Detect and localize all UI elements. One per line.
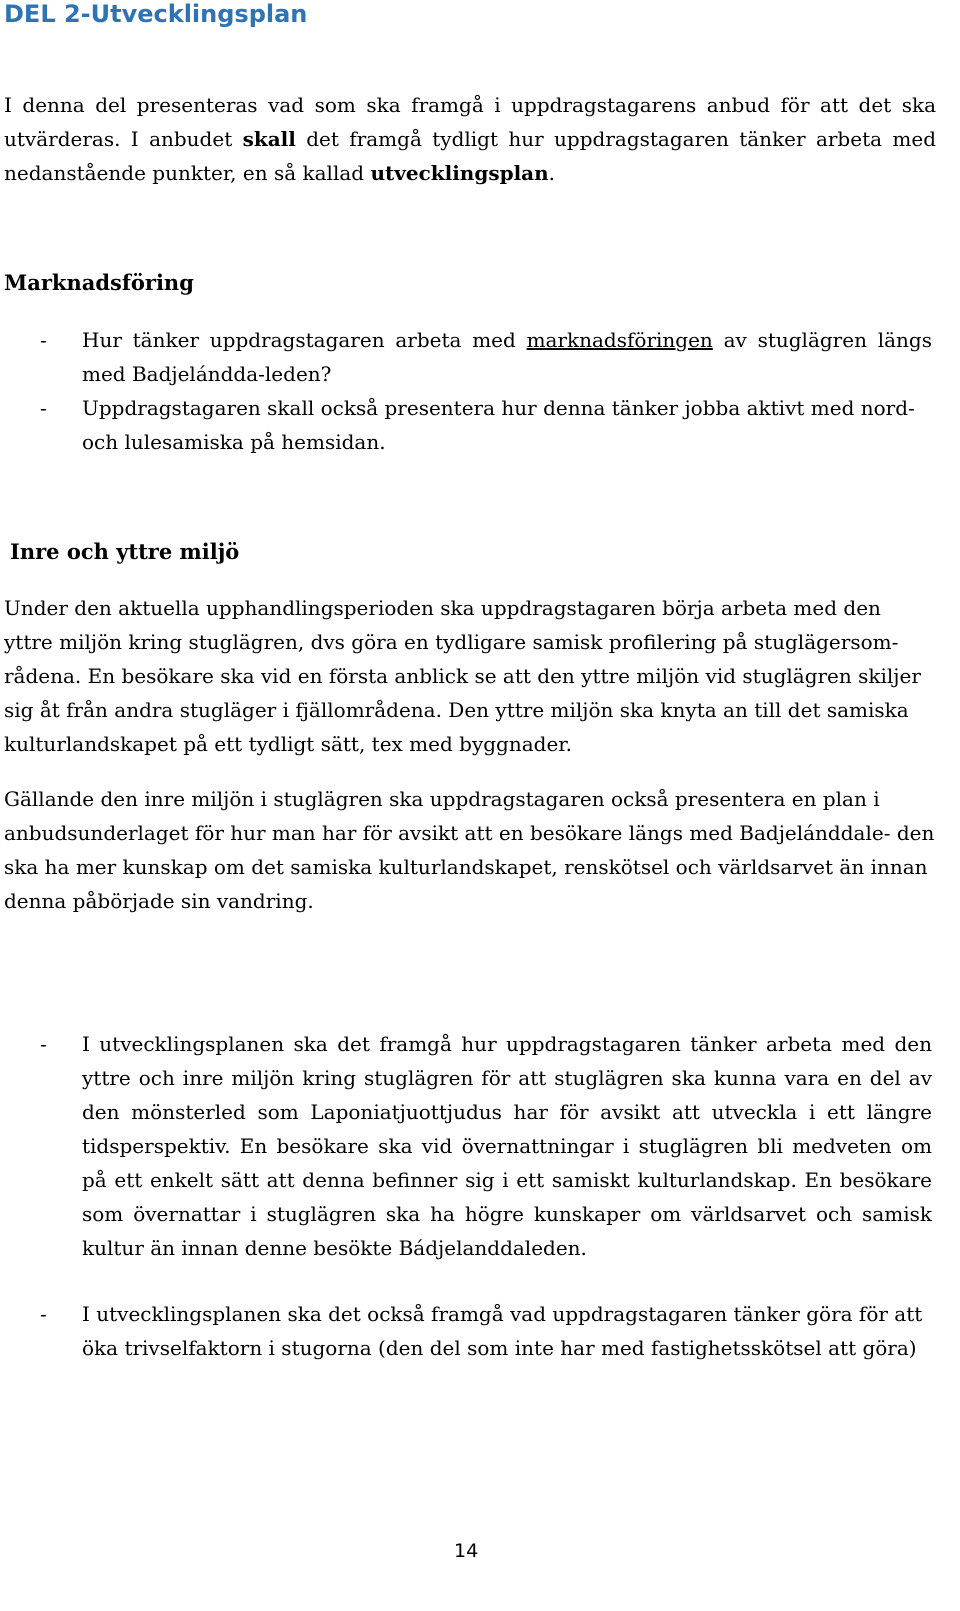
bullet-marknadsforing-2 xyxy=(0,391,936,459)
miljo-paragraph-2: Gällande den inre miljön i stuglägren ska uppdragstagaren också presentera en plan i anbudsunderlaget för hur man har för avsikt att en besökare längs med Badjelánddale- den ska ha mer kunskap om det samiska kulturlandskapet, renskötsel och världsarvet än innan denna påbörjade sin vandring. xyxy=(4,787,935,913)
section-title-miljo: Inre och yttre miljö xyxy=(10,539,240,564)
bullet-marknadsforing-1 xyxy=(0,323,936,391)
bullet-dash: - xyxy=(40,396,47,420)
underlined-marknadsforingen: marknadsföringen xyxy=(526,328,713,352)
plan-bullet-1 xyxy=(0,1027,936,1265)
bullet-dash: - xyxy=(40,328,47,352)
page-number: 14 xyxy=(454,1540,479,1562)
intro-text-2: det framgå tydligt hur uppdragstagaren tänker arbeta med nedanstående punkter, en så kallad xyxy=(4,127,936,185)
miljo-paragraph-1: Under den aktuella upphandlingsperioden ska uppdragstagaren börja arbeta med den yttre miljön kring stuglägren, dvs göra en tydligare samisk profilering på stuglägersom- rådena. En besökare ska vid en första anblick se att den yttre miljön vid stuglägren skiljer sig åt från andra stugläger i fjällområdena. Den yttre miljön ska knyta an till det samiska kulturlandskapet på ett tydligt sätt, tex med byggnader. xyxy=(4,596,921,756)
page-heading: DEL 2-Utvecklingsplan xyxy=(4,0,308,28)
plan-bullet-2 xyxy=(0,1297,936,1365)
intro-text-1: I denna del presenteras vad som ska framgå i uppdragstagarens anbud för att det ska utvärderas. I anbudet xyxy=(4,93,936,151)
intro-bold-skall: skall xyxy=(242,127,296,151)
bullet-text-part: av stuglägren längs med Badjelándda-leden? xyxy=(82,328,932,386)
bullet-text: Uppdragstagaren skall också presentera hur denna tänker jobba aktivt med nord- och lulesamiska på hemsidan. xyxy=(82,396,915,454)
section-title-marknadsforing: Marknadsföring xyxy=(4,270,194,295)
intro-bold-utvecklingsplan: utvecklingsplan xyxy=(370,161,549,185)
intro-text-3: . xyxy=(548,161,556,185)
bullet-text: I utvecklingsplanen ska det framgå hur uppdragstagaren tänker arbeta med den yttre och inre miljön kring stuglägren för att stuglägren ska kunna vara en del av den mönsterled som Laponiatjuottjudus har för avsikt att utveckla i ett längre tidsperspektiv. En besökare ska vid övernattningar i stuglägren bli medveten om på ett enkelt sätt att denna befinner sig i ett samiskt kulturlandskap. En besökare som övernattar i stuglägren ska ha högre kunskaper om världsarvet och samisk kultur än innan denne besökte Bádjelanddaleden. xyxy=(82,1032,932,1260)
bullet-dash: - xyxy=(40,1302,47,1326)
bullet-text: I utvecklingsplanen ska det också framgå vad uppdragstagaren tänker göra för att öka trivselfaktorn i stugorna (den del som inte har med fastighetsskötsel att göra) xyxy=(82,1302,923,1360)
bullet-text xyxy=(82,323,932,391)
bullet-dash: - xyxy=(40,1032,47,1056)
intro-paragraph xyxy=(4,88,936,190)
bullet-text-part: Hur tänker uppdragstagaren arbeta med xyxy=(82,328,527,352)
